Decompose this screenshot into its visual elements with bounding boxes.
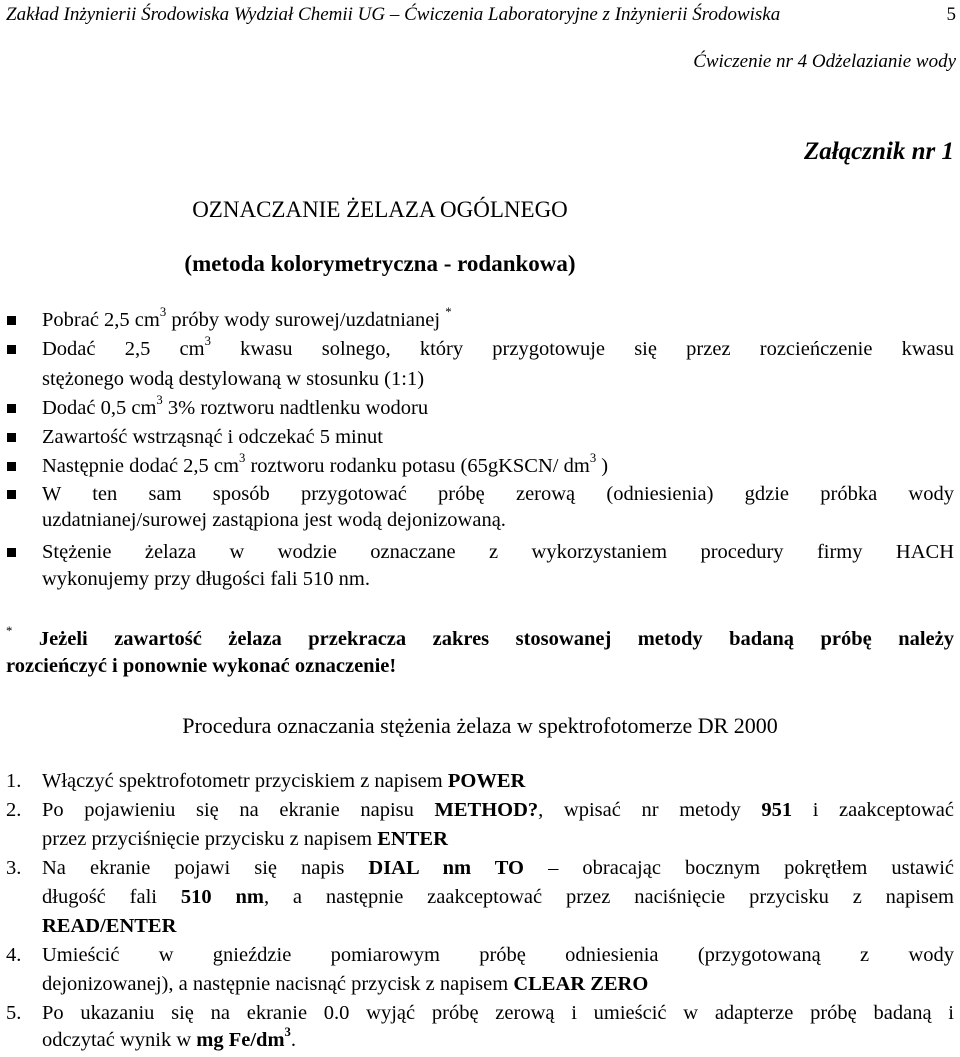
list-item: Zawartość wstrząsnąć i odczekać 5 minut (42, 426, 383, 448)
screen-text: METHOD? (434, 799, 539, 821)
step-text: odczytać wynik w (42, 1029, 197, 1051)
item-text: kwasu solnego, który przygotowuje się przez rozcieńczenie kwasu (210, 338, 954, 360)
step-text: i zaakceptować (792, 799, 955, 821)
item-text: 3% roztworu nadtlenku wodoru (162, 397, 429, 419)
result-unit: mg Fe/dm (196, 1029, 285, 1051)
step-number: 2. (6, 799, 22, 821)
superscript: 3 (238, 451, 246, 466)
item-text: Dodać 2,5 cm (42, 338, 205, 360)
list-item-continuation: uzdatnianej/surowej zastąpiona jest wodą dejonizowaną. (42, 509, 506, 531)
header-title: Zakład Inżynierii Środowiska Wydział Chemii UG – Ćwiczenia Laboratoryjne z Inżynierii Środowiska (6, 4, 781, 25)
bullet-square-icon (7, 433, 16, 442)
step-number: 3. (6, 857, 22, 879)
procedure-title: Procedura oznaczania stężenia żelaza w spektrofotomerze DR 2000 (182, 713, 778, 738)
list-item: Stężenie żelaza w wodzie oznaczane z wykorzystaniem procedury firmy HACH (42, 541, 954, 563)
method-number: 951 (761, 799, 793, 821)
procedure-step (42, 768, 525, 795)
procedure-step-continuation (42, 1027, 296, 1054)
exercise-header: Ćwiczenie nr 4 Odżelazianie wody (693, 51, 956, 72)
running-header (6, 4, 956, 26)
item-text: Pobrać 2,5 cm (42, 309, 160, 331)
list-item-continuation: wykonujemy przy długości fali 510 nm. (42, 568, 370, 590)
step-number: 4. (6, 944, 22, 966)
procedure-step (42, 797, 954, 824)
procedure-step-continuation (42, 971, 648, 998)
footnote-warning (6, 626, 954, 653)
button-label-text: READ/ENTER (42, 915, 177, 937)
step-text: , a następnie zaakceptować przez naciśnięcie przycisku z napisem (263, 886, 954, 908)
bullet-square-icon (7, 490, 16, 499)
warning-text: Jeżeli zawartość żelaza przekracza zakres stosowanej metody badaną próbę należy (12, 628, 954, 650)
superscript: 3 (156, 393, 163, 408)
bullet-square-icon (7, 404, 16, 413)
annex-label: Załącznik nr 1 (803, 138, 954, 165)
item-text: ) (596, 455, 609, 477)
procedure-step: Po ukazaniu się na ekranie 0.0 wyjąć próbę zerową i umieścić w adapterze próbę badaną i (42, 1002, 954, 1024)
screen-text: DIAL nm TO (368, 857, 525, 879)
step-text: Włączyć spektrofotometr przyciskiem z napisem (42, 770, 448, 792)
procedure-step-continuation (42, 884, 954, 911)
item-text: Dodać 0,5 cm (42, 397, 157, 419)
list-item (42, 336, 954, 363)
step-text: , wpisać nr metody (538, 799, 762, 821)
step-text: Po pojawieniu się na ekranie napisu (42, 799, 435, 821)
step-text: przez przyciśnięcie przycisku z napisem (42, 828, 378, 850)
list-item (42, 395, 428, 422)
superscript: 3 (284, 1025, 291, 1040)
footnote-marker: * (6, 624, 13, 639)
procedure-step-continuation (42, 913, 176, 940)
list-item-continuation: stężonego wodą destylowaną w stosunku (1:1) (42, 368, 425, 390)
item-text: próby wody surowej/uzdatnianej (166, 309, 446, 331)
superscript: 3 (159, 305, 167, 320)
list-item: W ten sam sposób przygotować próbę zerową (odniesienia) gdzie próbka wody (42, 483, 954, 505)
button-label-text: POWER (447, 770, 526, 792)
wavelength: 510 nm (180, 886, 264, 908)
button-label-text: CLEAR ZERO (513, 973, 649, 995)
list-item (42, 453, 608, 480)
page-number: 5 (946, 4, 956, 25)
bullet-square-icon (7, 548, 16, 557)
document-title: OZNACZANIE ŻELAZA OGÓLNEGO (192, 197, 568, 222)
step-text: długość fali (42, 886, 181, 908)
bullet-square-icon (7, 345, 16, 354)
step-number: 5. (6, 1002, 22, 1024)
list-item (42, 307, 452, 334)
superscript: 3 (589, 451, 597, 466)
item-text: roztworu rodanku potasu (65gKSCN/ dm (245, 455, 590, 477)
step-text: Na ekranie pojawi się napis (42, 857, 369, 879)
procedure-step-continuation (42, 826, 448, 853)
step-number: 1. (6, 770, 22, 792)
procedure-step (42, 855, 954, 882)
item-text: Następnie dodać 2,5 cm (42, 455, 239, 477)
bullet-square-icon (7, 316, 16, 325)
document-subtitle: (metoda kolorymetryczna - rodankowa) (184, 251, 576, 276)
superscript: 3 (204, 334, 211, 349)
step-text: . (290, 1029, 297, 1051)
step-text: – obracając bocznym pokrętłem ustawić (524, 857, 954, 879)
button-label-text: ENTER (377, 828, 448, 850)
procedure-step: Umieścić w gnieździe pomiarowym próbę odniesienia (przygotowaną z wody (42, 944, 954, 966)
bullet-square-icon (7, 462, 16, 471)
footnote-marker: * (445, 305, 452, 320)
footnote-warning-continuation: rozcieńczyć i ponownie wykonać oznaczenie! (6, 655, 397, 677)
step-text: dejonizowanej), a następnie nacisnąć przycisk z napisem (42, 973, 514, 995)
